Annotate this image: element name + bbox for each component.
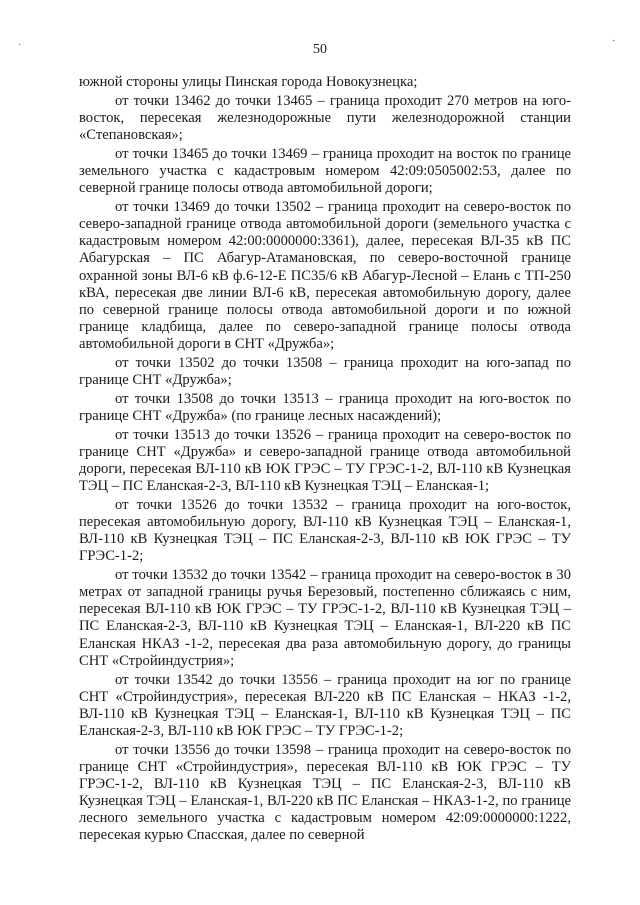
paragraph: от точки 13502 до точки 13508 – граница проходит на юго-запад по границе СНТ «Дружба»; (79, 354, 571, 388)
paragraph: от точки 13508 до точки 13513 – граница проходит на юго-восток по границе СНТ «Дружба» (по границе лесных насаждений); (79, 390, 571, 424)
paragraph: от точки 13469 до точки 13502 – граница проходит на северо-восток по северо-западной границе отвода автомобильной дороги (земельного участка с кадастровым номером 42:00:0000000:3361), далее, пересекая ВЛ-35 кВ ПС Абагурская – ПС Абагур-Атамановская, по северо-восточной границе охранной зоны ВЛ-6 кВ ф.6-12-Е ПС35/6 кВ Абагур-Лесной – Елань с ТП-250 кВА, пересекая две линии ВЛ-6 кВ, пересекая автомобильную дорогу, далее по северной границе полосы отвода автомобильной дороги и по южной границе кладбища, далее по северо-западной границе полосы отвода автомобильной дороги в СНТ «Дружба»; (79, 199, 571, 352)
scan-speck: · (18, 40, 22, 51)
paragraph: от точки 13462 до точки 13465 – граница проходит 270 метров на юго-восток, пересекая железнодорожные пути железнодорожной станции «Степановская»; (79, 93, 571, 144)
paragraph: от точки 13542 до точки 13556 – граница проходит на юг по границе СНТ «Стройиндустрия», пересекая ВЛ-220 кВ ПС Еланская – НКАЗ -1-2, ВЛ-110 кВ Кузнецкая ТЭЦ – Еланская-1, ВЛ-110 кВ Кузнецкая ТЭЦ – ПС Еланская-2-3, ВЛ-110 кВ ЮК ГРЭС – ТУ ГРЭС-1-2; (79, 671, 571, 739)
paragraph: от точки 13556 до точки 13598 – граница проходит на северо-восток по границе СНТ «Стройиндустрия», пересекая ВЛ-110 кВ ЮК ГРЭС – ТУ ГРЭС-1-2, ВЛ-110 кВ Кузнецкая ТЭЦ – ПС Еланская-2-3, ВЛ-110 кВ Кузнецкая ТЭЦ – Еланская-1, ВЛ-220 кВ ПС Еланская – НКАЗ-1-2, по границе лесного земельного участка с кадастровым номером 42:09:0000000:1222, пересекая курью Спасская, далее по северной (79, 741, 571, 844)
document-body (79, 74, 571, 846)
page-number: 50 (313, 42, 327, 57)
scan-speck: · (612, 36, 616, 47)
paragraph: от точки 13532 до точки 13542 – граница проходит на северо-восток в 30 метрах от западной границы ручья Березовый, постепенно сближаясь с ним, пересекая ВЛ-110 кВ ЮК ГРЭС – ТУ ГРЭС-1-2, ВЛ-110 кВ Кузнецкая ТЭЦ – ПС Еланская-2-3, ВЛ-110 кВ Кузнецкая ТЭЦ – Еланская-1, ВЛ-220 кВ ПС Еланская НКАЗ -1-2, пересекая два раза автомобильную дорогу, до границы СНТ «Стройиндустрия»; (79, 567, 571, 669)
paragraph: южной стороны улицы Пинская города Новокузнецка; (79, 74, 418, 90)
paragraph: от точки 13526 до точки 13532 – граница проходит на юго-восток, пересекая автомобильную дорогу, ВЛ-110 кВ Кузнецкая ТЭЦ – Еланская-1, ВЛ-110 кВ Кузнецкая ТЭЦ – ПС Еланская-2-3, ВЛ-110 кВ ЮК ГРЭС – ТУ ГРЭС-1-2; (79, 497, 571, 565)
paragraph: от точки 13513 до точки 13526 – граница проходит на северо-восток по границе СНТ «Дружба» и северо-западной границе отвода автомобильной дороги, пересекая ВЛ-110 кВ ЮК ГРЭС – ТУ ГРЭС-1-2, ВЛ-110 кВ Кузнецкая ТЭЦ – ПС Еланская-2-3, ВЛ-110 кВ Кузнецкая ТЭЦ – Еланская-1; (79, 426, 571, 495)
paragraph: от точки 13465 до точки 13469 – граница проходит на восток по границе земельного участка с кадастровым номером 42:09:0505002:53, далее по северной границе полосы отвода автомобильной дороги; (79, 146, 571, 197)
